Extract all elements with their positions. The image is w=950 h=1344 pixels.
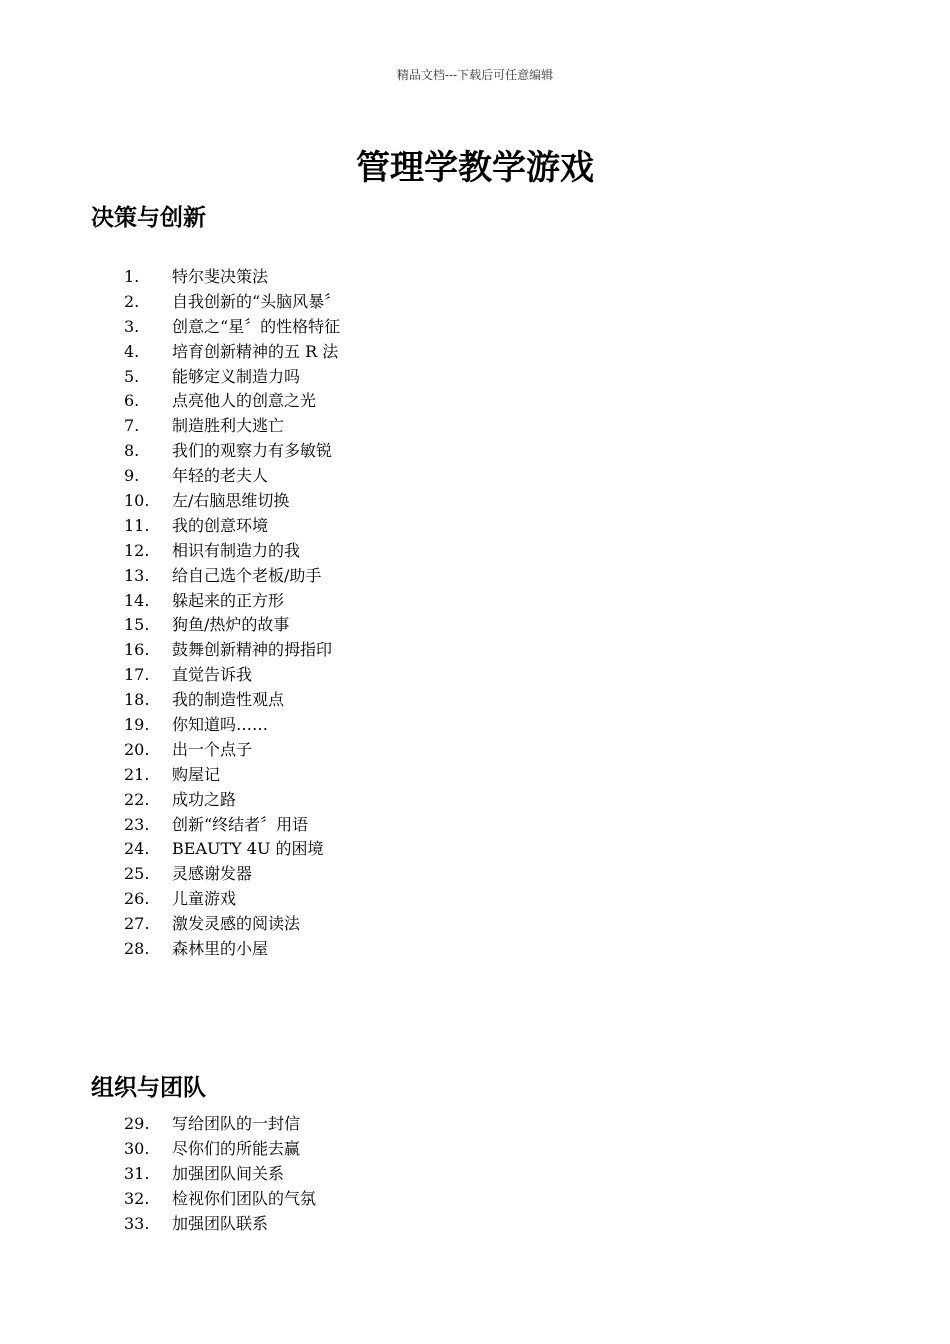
- item-number: 11.: [124, 515, 150, 535]
- list-item: [124, 589, 340, 614]
- item-number: 3.: [124, 316, 140, 336]
- item-text: 左/右脑思维切换: [172, 491, 290, 511]
- list-item: [124, 788, 340, 813]
- list-item: [124, 315, 340, 340]
- page-header: 精品文档---下载后可任意编辑: [396, 68, 554, 82]
- section-heading-organization-team: 组织与团队: [91, 1075, 206, 1101]
- list-item: [124, 564, 340, 589]
- item-number: 31.: [124, 1163, 150, 1183]
- list-item: [124, 1112, 316, 1137]
- item-text: 躲起来的正方形: [172, 590, 285, 610]
- item-text: BEAUTY 4U 的困境: [172, 839, 324, 859]
- item-number: 17.: [124, 665, 150, 685]
- item-text: 灵感谢发器: [172, 864, 253, 884]
- item-number: 2.: [124, 291, 140, 311]
- list-item: [124, 439, 340, 464]
- item-text: 儿童游戏: [172, 889, 237, 909]
- item-number: 1.: [124, 267, 140, 286]
- item-number: 13.: [124, 565, 150, 585]
- list-item: [124, 638, 340, 663]
- list-item: [124, 1187, 316, 1212]
- list-item: [124, 464, 340, 489]
- item-text: 我的制造性观点: [172, 690, 285, 710]
- list-item: [124, 813, 340, 838]
- list-item: [124, 738, 340, 763]
- list-item: [124, 613, 340, 638]
- item-number: 25.: [124, 864, 150, 884]
- item-text: 自我创新的“头脑风暴〞: [172, 291, 341, 311]
- item-text: 我的创意环境: [172, 515, 269, 535]
- item-text: 成功之路: [172, 789, 237, 809]
- item-number: 23.: [124, 814, 150, 834]
- item-number: 6.: [124, 391, 140, 411]
- item-number: 10.: [124, 491, 150, 511]
- item-text: 尽你们的所能去赢: [172, 1138, 301, 1158]
- item-number: 4.: [124, 341, 140, 361]
- item-text: 培育创新精神的五 R 法: [172, 341, 339, 361]
- list-item: [124, 265, 340, 290]
- item-text: 创意之“星〞的性格特征: [172, 316, 341, 336]
- list-item: [124, 1137, 316, 1162]
- item-text: 相识有制造力的我: [172, 540, 301, 560]
- item-number: 27.: [124, 914, 150, 934]
- item-text: 直觉告诉我: [172, 665, 253, 685]
- section-heading-decision-innovation: 决策与创新: [91, 205, 206, 231]
- item-number: 15.: [124, 615, 150, 635]
- list-item: [124, 539, 340, 564]
- item-number: 12.: [124, 540, 150, 560]
- list-item: [124, 340, 340, 365]
- item-number: 33.: [124, 1213, 150, 1233]
- item-text: 激发灵感的阅读法: [172, 914, 301, 934]
- list-item: [124, 365, 340, 390]
- item-number: 9.: [124, 466, 140, 486]
- list-item: [124, 862, 340, 887]
- item-text: 加强团队联系: [172, 1213, 269, 1233]
- item-number: 30.: [124, 1138, 150, 1158]
- item-number: 24.: [124, 839, 150, 859]
- item-number: 26.: [124, 889, 150, 909]
- item-list-organization-team: [124, 1112, 316, 1236]
- item-number: 14.: [124, 590, 150, 610]
- item-list-decision-innovation: [124, 265, 340, 962]
- item-text: 狗鱼/热炉的故事: [172, 615, 290, 635]
- item-text: 创新“终结者〞用语: [172, 814, 309, 834]
- list-item: [124, 763, 340, 788]
- item-number: 19.: [124, 715, 150, 735]
- list-item: [124, 1212, 316, 1237]
- item-text: 特尔斐决策法: [172, 267, 269, 286]
- list-item: [124, 837, 340, 862]
- item-text: 制造胜利大逃亡: [172, 416, 285, 436]
- item-number: 7.: [124, 416, 140, 436]
- list-item: [124, 414, 340, 439]
- item-text: 能够定义制造力吗: [172, 366, 301, 386]
- list-item: [124, 713, 340, 738]
- item-text: 写给团队的一封信: [172, 1114, 301, 1133]
- item-text: 购屋记: [172, 764, 221, 784]
- list-item: [124, 389, 340, 414]
- item-text: 点亮他人的创意之光: [172, 391, 317, 411]
- item-text: 你知道吗……: [172, 715, 269, 735]
- item-text: 森林里的小屋: [172, 939, 269, 959]
- item-number: 20.: [124, 739, 150, 759]
- item-text: 出一个点子: [172, 739, 253, 759]
- item-text: 加强团队间关系: [172, 1163, 285, 1183]
- document-title: 管理学教学游戏: [356, 148, 594, 188]
- item-number: 28.: [124, 939, 150, 959]
- list-item: [124, 887, 340, 912]
- list-item: [124, 514, 340, 539]
- list-item: [124, 1162, 316, 1187]
- item-number: 16.: [124, 640, 150, 660]
- list-item: [124, 489, 340, 514]
- item-text: 给自己选个老板/助手: [172, 565, 322, 585]
- item-number: 21.: [124, 764, 150, 784]
- list-item: [124, 663, 340, 688]
- item-number: 22.: [124, 789, 150, 809]
- item-number: 32.: [124, 1188, 150, 1208]
- list-item: [124, 688, 340, 713]
- item-number: 29.: [124, 1114, 150, 1133]
- item-text: 鼓舞创新精神的拇指印: [172, 640, 333, 660]
- list-item: [124, 290, 340, 315]
- item-text: 我们的观察力有多敏锐: [172, 441, 333, 461]
- item-number: 8.: [124, 441, 140, 461]
- item-number: 5.: [124, 366, 140, 386]
- item-number: 18.: [124, 690, 150, 710]
- item-text: 年轻的老夫人: [172, 466, 269, 486]
- list-item: [124, 937, 340, 962]
- list-item: [124, 912, 340, 937]
- item-text: 检视你们团队的气氛: [172, 1188, 317, 1208]
